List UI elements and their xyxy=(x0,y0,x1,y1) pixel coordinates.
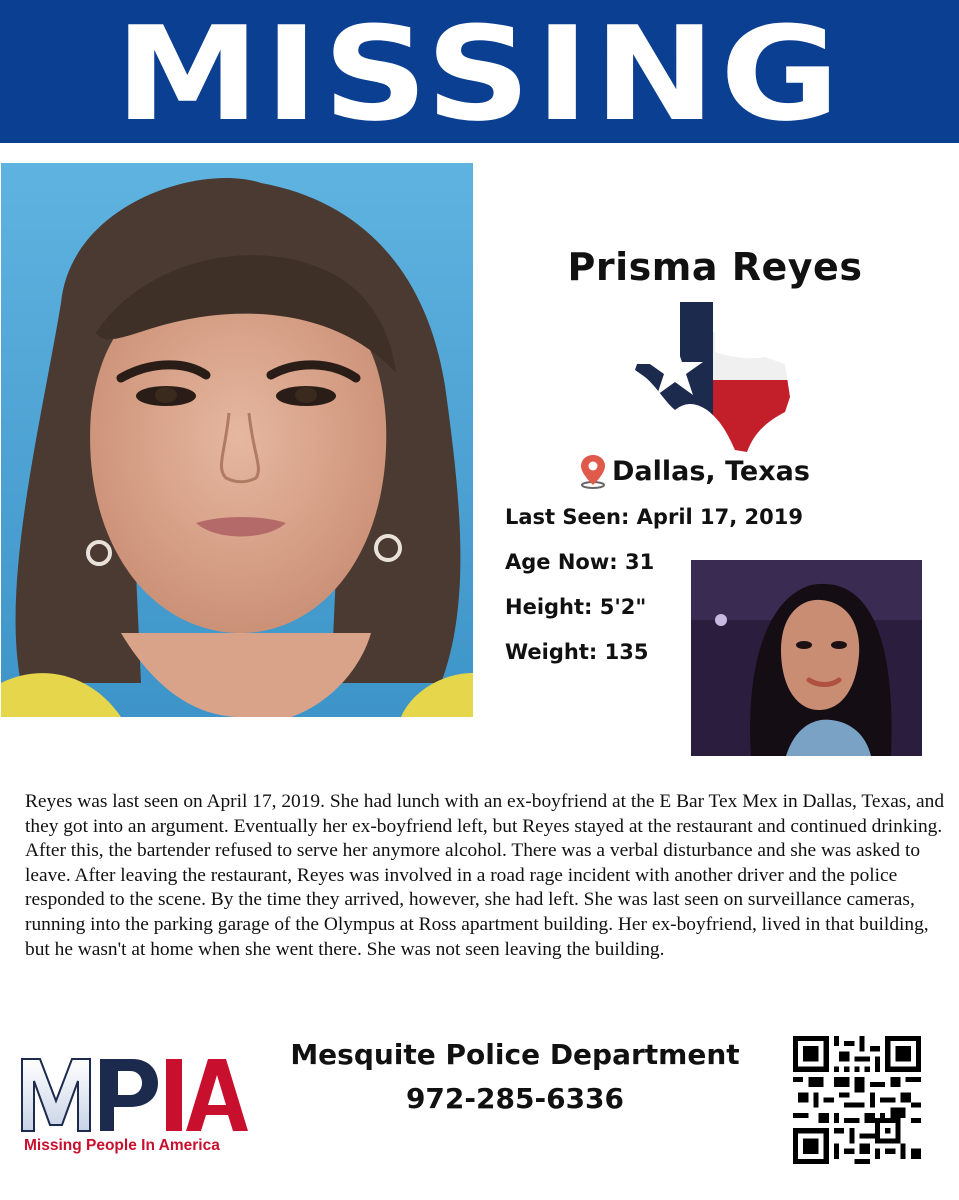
weight-label: Weight: xyxy=(505,640,598,664)
height xyxy=(505,595,646,619)
person-name: Prisma Reyes xyxy=(567,245,863,289)
main-photo xyxy=(1,163,473,717)
age-now-label: Age Now: xyxy=(505,550,618,574)
banner-title: MISSING xyxy=(114,0,845,150)
location xyxy=(578,452,810,490)
missing-banner xyxy=(0,0,959,150)
police-phone-number[interactable]: 972-285-6336 xyxy=(405,1082,625,1115)
weight xyxy=(505,640,648,664)
org-caption: Missing People In America xyxy=(24,1137,220,1154)
last-seen-label: Last Seen: xyxy=(505,505,630,529)
height-label: Height: xyxy=(505,595,593,619)
last-seen-value: April 17, 2019 xyxy=(636,505,803,529)
age-now xyxy=(505,550,654,574)
age-now-value: 31 xyxy=(624,550,655,574)
weight-value: 135 xyxy=(604,640,649,664)
last-seen xyxy=(505,505,803,529)
case-description: Reyes was last seen on April 17, 2019. She had lunch with an ex-boyfriend at the E Bar Tex Mex in Dallas, Texas, and they got into an argument. Eventually her ex-boyfriend left, but Reyes stayed at the restaurant and continued drinking. After this, the bartender refused to serve her anymore alcohol. There was a verbal disturbance and she was asked to leave. After leaving the restaurant, Reyes was involved in a road rage incident with another driver and the police responded to the scene. By the time they arrived, however, she had left. She was last seen on surveillance cameras, running into the parking garage of the Olympus at Ross apartment building. Her ex-boyfriend, lived in that building, but he wasn't at home when she went there. She was not seen leaving the building. xyxy=(25,791,945,960)
police-department-name: Mesquite Police Department xyxy=(290,1038,740,1071)
height-value: 5'2" xyxy=(599,595,647,619)
location-text: Dallas, Texas xyxy=(612,455,810,487)
secondary-photo xyxy=(691,560,922,756)
location-pin-icon xyxy=(578,453,608,489)
qr-code[interactable] xyxy=(793,1036,921,1164)
texas-flag-map-icon xyxy=(635,302,795,452)
